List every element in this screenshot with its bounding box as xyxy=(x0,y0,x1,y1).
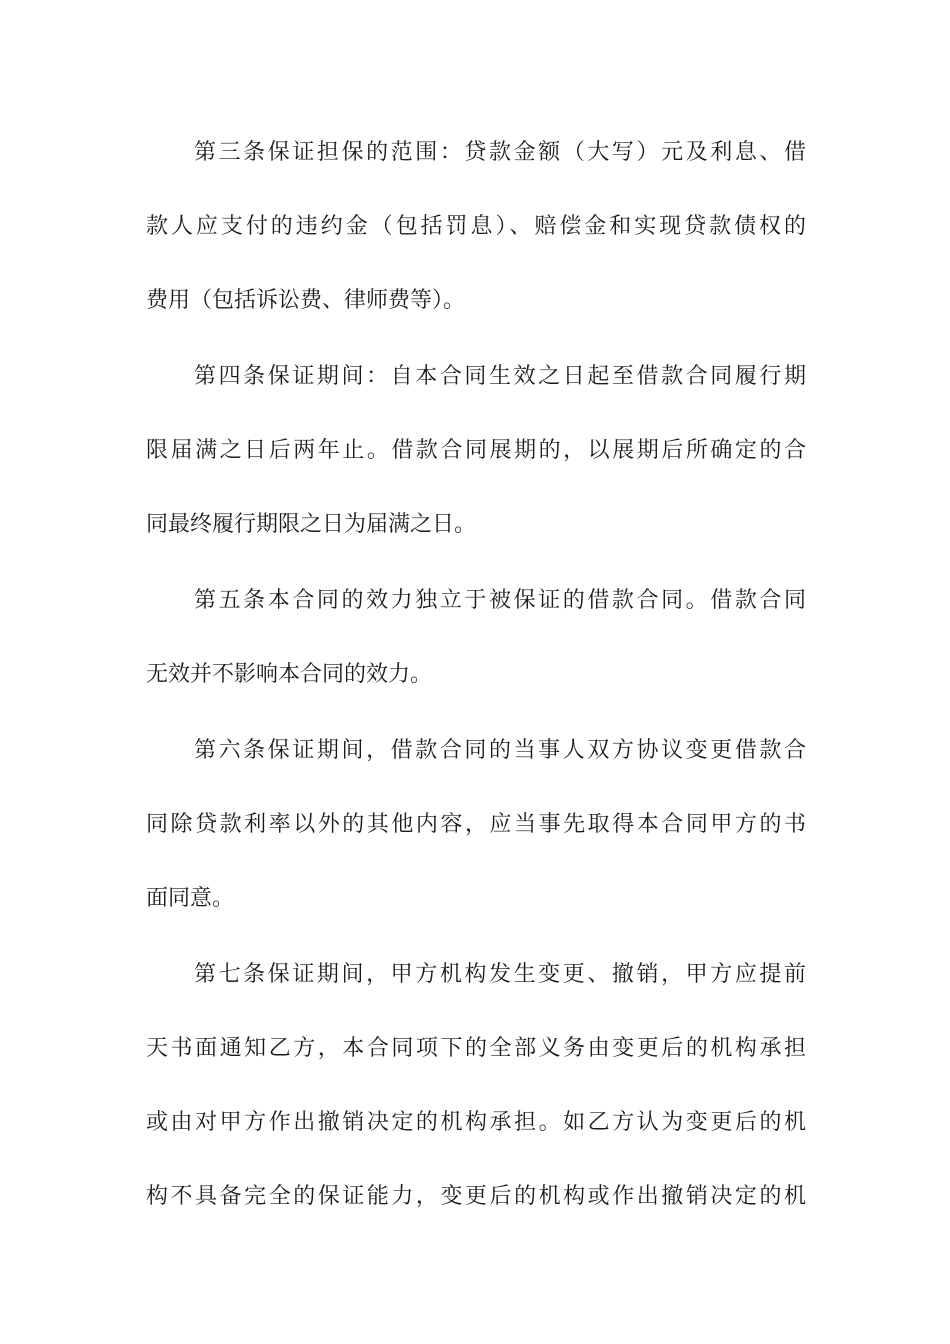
article-4-line-2: 限届满之日后两年止。借款合同展期的，以展期后所确定的合 xyxy=(146,438,806,463)
article-3-line-2: 款人应支付的违约金（包括罚息）、赔偿金和实现贷款债权的 xyxy=(146,214,806,239)
article-7-line-1: 第七条保证期间，甲方机构发生变更、撤销，甲方应提前 xyxy=(194,962,806,987)
article-3-line-3: 费用（包括诉讼费、律师费等）。 xyxy=(146,288,466,313)
article-3-line-1: 第三条保证担保的范围：贷款金额（大写）元及利息、借 xyxy=(194,140,806,165)
article-6-line-1: 第六条保证期间，借款合同的当事人双方协议变更借款合 xyxy=(194,738,806,763)
article-4-line-1: 第四条保证期间：自本合同生效之日起至借款合同履行期 xyxy=(194,364,806,389)
article-7-line-4: 构不具备完全的保证能力，变更后的机构或作出撤销决定的机 xyxy=(146,1184,806,1209)
article-7-line-3: 或由对甲方作出撤销决定的机构承担。如乙方认为变更后的机 xyxy=(146,1110,806,1135)
article-5-line-2: 无效并不影响本合同的效力。 xyxy=(146,662,433,687)
article-6-line-3: 面同意。 xyxy=(146,886,235,911)
article-7-line-2: 天书面通知乙方，本合同项下的全部义务由变更后的机构承担 xyxy=(146,1036,806,1061)
article-4-line-3: 同最终履行期限之日为届满之日。 xyxy=(146,512,477,537)
article-6-line-2: 同除贷款利率以外的其他内容，应当事先取得本合同甲方的书 xyxy=(146,812,806,837)
article-5-line-1: 第五条本合同的效力独立于被保证的借款合同。借款合同 xyxy=(194,588,806,613)
